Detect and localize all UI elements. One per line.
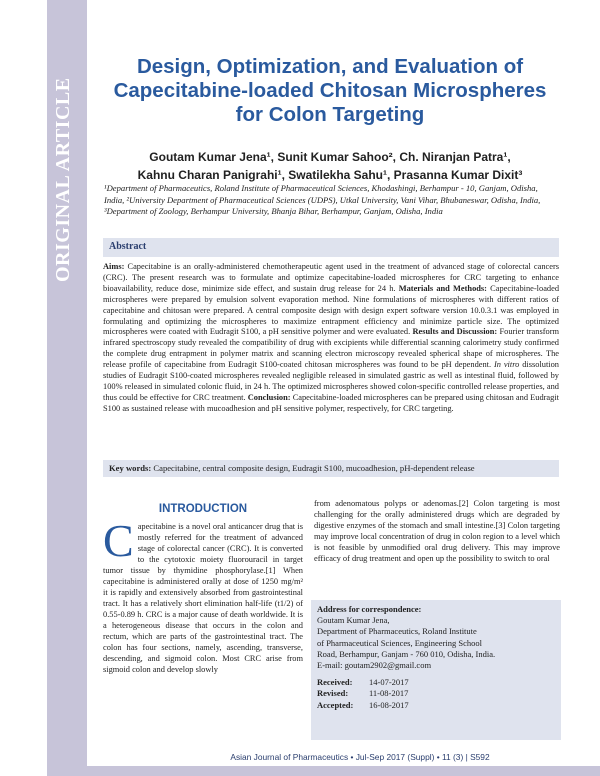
article-type-label: ORIGINAL ARTICLE	[52, 77, 74, 283]
accepted-date: 16-08-2017	[369, 699, 409, 710]
conclusion-text: Capecitabine-loaded microspheres can be prepared using chitosan and Eudragit S100 as sustained release with mucoadhesion and pH sensitive polymer, respectively, for CRC targeting.	[103, 392, 559, 413]
revised-date: 11-08-2017	[369, 688, 409, 699]
footer-bar	[87, 766, 600, 776]
accepted-label: Accepted:	[317, 699, 354, 710]
received-date: 14-07-2017	[369, 677, 409, 688]
results-text-1: Fourier transform infrared spectroscopy study revealed the compatibility of drug with excipients while differential scanning calorimetry study confirmed the complete drug entrapment in polymer matrix and scanning electron microscopy revealed spherical shape of microspheres. The release profile of capecitabine from Eudragit S100-coated chitosan microspheres was found to be pH dependent.	[103, 327, 559, 370]
revised-label: Revised:	[317, 688, 349, 699]
author-line-2: Kahnu Charan Panigrahi¹, Swatilekha Sahu¹, Prasanna Kumar Dixit³	[137, 168, 523, 182]
correspondence-line: of Pharmaceutical Sciences, Engineering School	[317, 637, 482, 648]
article-dates	[317, 677, 555, 711]
keywords-text: Capecitabine, central composite design, Eudragit S100, mucoadhesion, pH-dependent release	[151, 463, 475, 473]
journal-footer: Asian Journal of Pharmaceutics • Jul-Sep 2017 (Suppl) • 11 (3) | S592	[230, 752, 490, 762]
introduction-left-text: apecitabine is a novel oral anticancer drug that is mostly referred for the treatment of advanced stage of colorectal cancer (CRC). It is converted to the cytotoxic moiety fluorouracil in target tumor tissue by thymidine phosphorylase.[1] When capecitabine is administered orally at dose of 1250 mg/m² it is rapidly and extensively absorbed from gastrointestinal tract. It has a relatively short elimination half-life (t1/2) of 0.55-0.89 h. CRC is a major cause of death worldwide. It is a heterogeneous disease that occurs in the colon and rectum, which are parts of the gastrointestinal tract. The colon has four sections, namely, ascending, transverse, descending, and sigmoid colon. Most CRC arise from sigmoid colon and develop slowly	[103, 522, 303, 674]
correspondence-title: Address for correspondence:	[317, 604, 422, 614]
results-label: Results and Discussion:	[412, 327, 498, 337]
aims-label: Aims:	[103, 262, 125, 271]
introduction-left-column	[103, 515, 303, 675]
abstract-body	[103, 262, 559, 415]
received-label: Received:	[317, 677, 353, 688]
results-italic: In vitro	[493, 360, 520, 370]
abstract-header	[103, 238, 559, 257]
correspondence-line: Road, Berhampur, Ganjam - 760 010, Odisha, India.	[317, 648, 496, 659]
methods-text: Capecitabine-loaded microspheres were prepared by emulsion solvent evaporation method. Nine formulations of microspheres with different ratios of capecitabine and chitosan were prepared. A central composite design with design expert software version 10.0.3.1 was employed in formulating and optimizing the microspheres to maximize entrapment efficiency and minimize particle size. The optimized microspheres were coated with Eudragit S100, a pH sensitive polymer and were evaluated.	[103, 283, 560, 337]
drop-cap: C	[103, 515, 134, 566]
correspondence-email: E-mail: goutam2902@gmail.com	[317, 660, 432, 671]
correspondence-line: Goutam Kumar Jena,	[317, 615, 390, 626]
paper-title: Design, Optimization, and Evaluation of Capecitabine-loaded Chitosan Microspheres for Colon Targeting	[113, 55, 547, 126]
results-text-2: dissolution studies of Eudragit S100-coated microspheres revealed negligible released in simulated gastric as well as intestinal fluid, followed by 100% released in simulated colonic fluid, in 24 h. The optimized microspheres showed colon-specific controlled release properties, and thus could be effective for CRC treatment.	[103, 360, 559, 402]
keywords-label: Key words:	[109, 463, 152, 473]
introduction-right-column: from adenomatous polyps or adenomas.[2] Colon targeting is most challenging for the orally administered drugs which are degraded by digestive enzymes of the stomach and small intestine.[3] Colon targeting may improve local concentration of drug in colon region to a level which is not feasible by unmodified oral drug delivery. This may improve efficacy of drug treatment and open up the possibility to switch to oral	[314, 499, 560, 563]
correspondence-box	[311, 600, 561, 740]
aims-text: Capecitabine is an orally-administered chemotherapeutic agent used in the treatment of advanced stage of colorectal cancers (CRC). The present research was to formulate and optimize capecitabine-loaded microspheres for CRC targeting to enhance bioavailability, reduce dose, minimize side effect, and sustain drug release for 24 h.	[103, 262, 559, 293]
introduction-heading: INTRODUCTION	[158, 503, 248, 515]
methods-label: Materials and Methods:	[398, 283, 487, 293]
affiliations: ¹Department of Pharmaceutics, Roland Institute of Pharmaceutical Sciences, Khodashingi, Berhampur - 10, Ganjam, Odisha, India, ²University Department of Pharmaceutical Sciences (UDPS), Utkal University, Vani Vihar, Bhubaneswar, Odisha, India, ³Department of Zoology, Berhampur University, Bhanja Bihar, Berhampur, Ganjam, Odisha, India	[104, 183, 541, 217]
keywords-bar	[103, 460, 559, 477]
author-line-1: Goutam Kumar Jena¹, Sunit Kumar Sahoo², Ch. Niranjan Patra¹,	[149, 150, 511, 164]
correspondence-line: Department of Pharmaceutics, Roland Institute	[317, 626, 477, 637]
sidebar	[0, 0, 87, 776]
author-list	[100, 148, 560, 184]
conclusion-label: Conclusion:	[247, 392, 291, 402]
abstract-heading: Abstract	[109, 241, 147, 252]
